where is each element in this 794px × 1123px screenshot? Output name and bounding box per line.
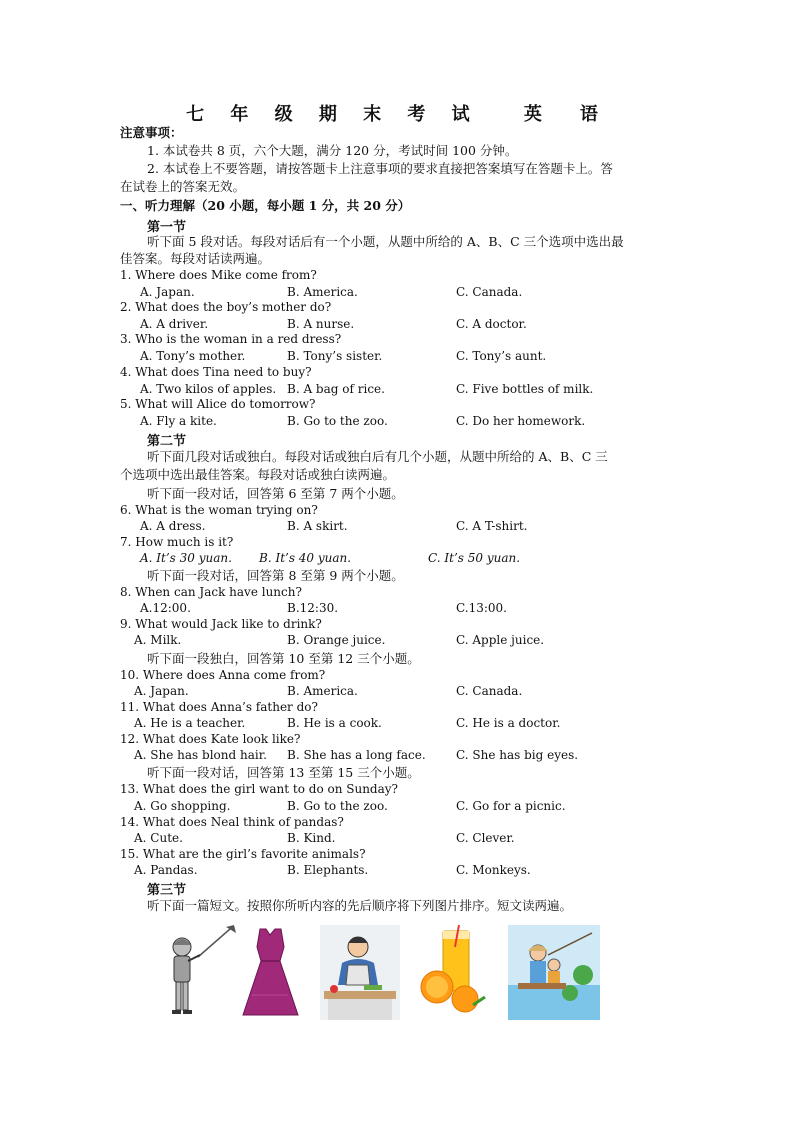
notice-heading: 注意事项： bbox=[120, 125, 183, 140]
q13-option-c: C. Go for a picnic. bbox=[456, 799, 566, 813]
q15-option-c: C. Monkeys. bbox=[456, 863, 531, 877]
notice-item-2-cont: 在试卷上的答案无效。 bbox=[120, 179, 246, 194]
picture-row bbox=[160, 925, 610, 1025]
question-12: 12. What does Kate look like? bbox=[120, 732, 301, 746]
q4-option-c: C. Five bottles of milk. bbox=[456, 382, 594, 396]
q11-option-c: C. He is a doctor. bbox=[456, 716, 561, 730]
q15-option-b: B. Elephants. bbox=[287, 863, 369, 877]
notice-item-1: 1. 本试卷共 8 页，六个大题，满分 120 分，考试时间 100 分钟。 bbox=[147, 143, 518, 158]
q14-option-b: B. Kind. bbox=[287, 831, 336, 845]
q7-option-c: C. It’s 50 yuan. bbox=[428, 551, 521, 565]
question-2: 2. What does the boy’s mother do? bbox=[120, 300, 332, 314]
q13-option-b: B. Go to the zoo. bbox=[287, 799, 388, 813]
section-3-instruction: 听下面一篇短文。按照你所听内容的先后顺序将下列图片排序。短文读两遍。 bbox=[147, 898, 573, 913]
family-fishing-picture bbox=[508, 925, 600, 1020]
section-2-label: 第二节 bbox=[147, 434, 187, 449]
q7-option-b: B. It’s 40 yuan. bbox=[259, 551, 352, 565]
q5-option-b: B. Go to the zoo. bbox=[287, 414, 388, 428]
girl-flying-kite-picture bbox=[160, 925, 240, 1020]
instruction-q6-7: 听下面一段对话，回答第 6 至第 7 两个小题。 bbox=[147, 486, 404, 501]
purple-dress-picture bbox=[238, 925, 303, 1020]
question-6: 6. What is the woman trying on? bbox=[120, 503, 318, 517]
q6-option-a: A. A dress. bbox=[140, 519, 206, 533]
q10-option-c: C. Canada. bbox=[456, 684, 523, 698]
q1-option-c: C. Canada. bbox=[456, 285, 523, 299]
q14-option-c: C. Clever. bbox=[456, 831, 515, 845]
q12-option-a: A. She has blond hair. bbox=[134, 748, 267, 762]
q6-option-b: B. A skirt. bbox=[287, 519, 348, 533]
q3-option-a: A. Tony’s mother. bbox=[140, 349, 246, 363]
q9-option-c: C. Apple juice. bbox=[456, 633, 545, 647]
section-1-instruction: 听下面 5 段对话。每段对话后有一个小题，从题中所给的 A、B、C 三个选项中选出最 bbox=[147, 234, 624, 249]
q5-option-a: A. Fly a kite. bbox=[140, 414, 217, 428]
q8-option-c: C.13:00. bbox=[456, 601, 507, 615]
q10-option-a: A. Japan. bbox=[134, 684, 189, 698]
q10-option-b: B. America. bbox=[287, 684, 358, 698]
question-15: 15. What are the girl’s favorite animals? bbox=[120, 847, 366, 861]
question-11: 11. What does Anna’s father do? bbox=[120, 700, 318, 714]
q2-option-b: B. A nurse. bbox=[287, 317, 355, 331]
q7-option-a: A. It’s 30 yuan. bbox=[140, 551, 232, 565]
q9-option-a: A. Milk. bbox=[134, 633, 182, 647]
q12-option-b: B. She has a long face. bbox=[287, 748, 426, 762]
notice-item-2: 2. 本试卷上不要答题，请按答题卡上注意事项的要求直接把答案填写在答题卡上。答 bbox=[147, 161, 613, 176]
q6-option-c: C. A T-shirt. bbox=[456, 519, 528, 533]
q4-option-b: B. A bag of rice. bbox=[287, 382, 385, 396]
question-3: 3. Who is the woman in a red dress? bbox=[120, 332, 342, 346]
instruction-q8-9: 听下面一段对话，回答第 8 至第 9 两个小题。 bbox=[147, 568, 404, 583]
q1-option-a: A. Japan. bbox=[140, 285, 195, 299]
q2-option-c: C. A doctor. bbox=[456, 317, 527, 331]
section-2-instruction: 听下面几段对话或独白。每段对话或独白后有几个小题，从题中所给的 A、B、C 三 bbox=[147, 449, 608, 464]
q9-option-b: B. Orange juice. bbox=[287, 633, 386, 647]
instruction-q10-12: 听下面一段独白，回答第 10 至第 12 三个小题。 bbox=[147, 651, 420, 666]
q14-option-a: A. Cute. bbox=[134, 831, 183, 845]
q12-option-c: C. She has big eyes. bbox=[456, 748, 579, 762]
q13-option-a: A. Go shopping. bbox=[134, 799, 231, 813]
q2-option-a: A. A driver. bbox=[140, 317, 209, 331]
question-7: 7. How much is it? bbox=[120, 535, 234, 549]
man-cooking-picture bbox=[320, 925, 400, 1020]
q8-option-b: B.12:30. bbox=[287, 601, 339, 615]
q8-option-a: A.12:00. bbox=[140, 601, 191, 615]
question-13: 13. What does the girl want to do on Sunday? bbox=[120, 782, 398, 796]
instruction-q13-15: 听下面一段对话，回答第 13 至第 15 三个小题。 bbox=[147, 765, 420, 780]
question-14: 14. What does Neal think of pandas? bbox=[120, 815, 344, 829]
question-1: 1. Where does Mike come from? bbox=[120, 268, 317, 282]
section-1-instruction-cont: 佳答案。每段对话读两遍。 bbox=[120, 251, 271, 266]
page-title: 七 年 级 期 末 考 试 英 语 bbox=[186, 104, 608, 125]
q11-option-b: B. He is a cook. bbox=[287, 716, 382, 730]
q4-option-a: A. Two kilos of apples. bbox=[140, 382, 277, 396]
question-9: 9. What would Jack like to drink? bbox=[120, 617, 322, 631]
q3-option-b: B. Tony’s sister. bbox=[287, 349, 383, 363]
q11-option-a: A. He is a teacher. bbox=[134, 716, 246, 730]
orange-juice-picture bbox=[415, 925, 495, 1020]
q15-option-a: A. Pandas. bbox=[134, 863, 198, 877]
question-10: 10. Where does Anna come from? bbox=[120, 668, 326, 682]
q1-option-b: B. America. bbox=[287, 285, 358, 299]
q5-option-c: C. Do her homework. bbox=[456, 414, 586, 428]
question-4: 4. What does Tina need to buy? bbox=[120, 365, 312, 379]
section-1-label: 第一节 bbox=[147, 220, 187, 235]
q3-option-c: C. Tony’s aunt. bbox=[456, 349, 547, 363]
section-2-instruction-cont: 个选项中选出最佳答案。每段对话或独白读两遍。 bbox=[120, 467, 396, 482]
part1-heading: 一、听力理解（20 小题，每小题 1 分，共 20 分） bbox=[120, 198, 411, 213]
question-5: 5. What will Alice do tomorrow? bbox=[120, 397, 316, 411]
section-3-label: 第三节 bbox=[147, 883, 187, 898]
question-8: 8. When can Jack have lunch? bbox=[120, 585, 302, 599]
